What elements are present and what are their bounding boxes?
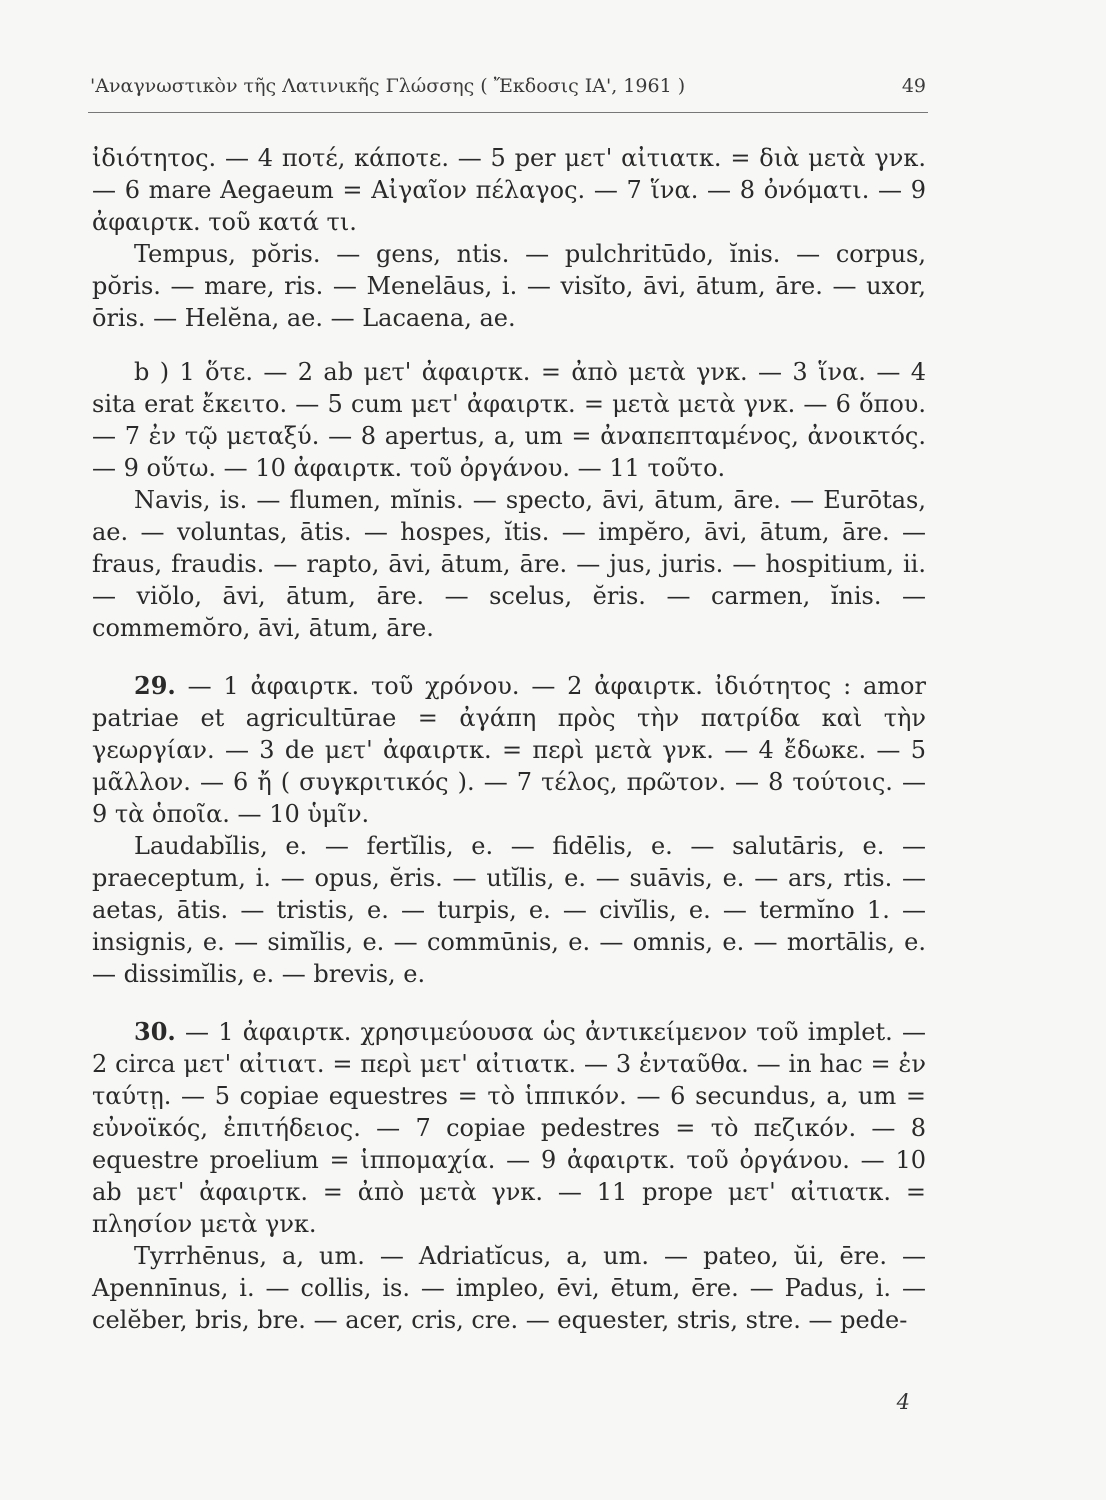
paragraph-section-29 (92, 670, 926, 830)
paragraph-vocab-list-1: Tempus, pŏris. — gens, ntis. — pulchritūdo, ĭnis. — corpus, pŏris. — mare, ris. — Menelāus, i. — visĭto, āvi, ātum, āre. — uxor, ōris. — Helĕna, ae. — Lacaena, ae. (92, 240, 926, 332)
paragraph-section-30 (92, 1016, 926, 1240)
running-header (90, 74, 926, 98)
paragraph-vocab-list-4: Tyrrhēnus, a, um. — Adriatĭcus, a, um. — pateo, ŭi, ēre. — Apennīnus, i. — collis, is. — impleo, ēvi, ētum, ēre. — Padus, i. — celĕber, bris, bre. — acer, cris, cre. — equester, stris, stre. — pede- (92, 1242, 926, 1334)
paragraph-vocab-list-3: Laudabĭlis, e. — fertĭlis, e. — fidēlis, e. — salutāris, e. — praeceptum, i. — opus, ĕris. — utĭlis, e. — suāvis, e. — ars, rtis. — aetas, ātis. — tristis, e. — turpis, e. — civĭlis, e. — termĭno 1. — insignis, e. — simĭlis, e. — commūnis, e. — omnis, e. — mortālis, e. — dissimĭlis, e. — brevis, e. (92, 832, 926, 988)
page-number: 49 (901, 75, 926, 97)
section-30-text: — 1 ἀφαιρτκ. χρησιμεύουσα ὡς ἀντικείμενον τοῦ implet. — 2 circa μετ' αἰτιατ. = περὶ μετ' αἰτιατκ. — 3 ἐνταῦθα. — in hac = ἐν ταύτῃ. — 5 copiae equestres = τὸ ἱππικόν. — 6 secundus, a, um = εὐνοϊκός, ἐπιτήδειος. — 7 copiae pedestres = τὸ πεζικόν. — 8 equestre proelium = ἱππομαχία. — 9 ἀφαιρτκ. τοῦ ὀργάνου. — 10 ab μετ' ἀφαιρτκ. = ἀπὸ μετὰ γνκ. — 11 prope μετ' αἰτιατκ. = πλησίον μετὰ γνκ. (92, 1018, 926, 1238)
book-title: 'Αναγνωστικὸν τῆς Λατινικῆς Γλώσσης ( Ἔκδοσις ΙΑ', 1961 ) (90, 75, 686, 97)
paragraph-vocab-list-2: Navis, is. — flumen, mĭnis. — specto, āvi, ātum, āre. — Eurōtas, ae. — voluntas, ātis. — hospes, ĭtis. — impĕro, āvi, ātum, āre. — fraus, fraudis. — rapto, āvi, ātum, āre. — jus, juris. — hospitium, ii. — viŏlo, āvi, ātum, āre. — scelus, ĕris. — carmen, ĭnis. — commemŏro, āvi, ātum, āre. (92, 486, 926, 642)
paragraph-notes-b: b ) 1 ὅτε. — 2 ab μετ' ἀφαιρτκ. = ἀπὸ μετὰ γνκ. — 3 ἵνα. — 4 sita erat ἔκειτο. — 5 cum μετ' ἀφαιρτκ. = μετὰ μετὰ γνκ. — 6 ὅπου. — 7 ἐν τῷ μεταξύ. — 8 apertus, a, um = ἀναπεπταμένος, ἀνοικτός. — 9 οὕτω. — 10 ἀφαιρτκ. τοῦ ὀργάνου. — 11 τοῦτο. (92, 358, 926, 482)
paragraph-vocab-notes-1: ἰδιότητος. — 4 ποτέ, κάποτε. — 5 per μετ' αἰτιατκ. = διὰ μετὰ γνκ. — 6 mare Aegaeum = Αἰγαῖον πέλαγος. — 7 ἵνα. — 8 ὀνόματι. — 9 ἀφαιρτκ. τοῦ κατά τι. (92, 144, 926, 236)
signature-mark: 4 (896, 1390, 910, 1414)
section-number-30: 30. (134, 1017, 176, 1046)
page-body (92, 142, 926, 1336)
section-number-29: 29. (134, 671, 176, 700)
header-rule (88, 112, 928, 113)
section-29-text: — 1 ἀφαιρτκ. τοῦ χρόνου. — 2 ἀφαιρτκ. ἰδιότητος : amor patriae et agricultūrae = ἀγάπη πρὸς τὴν πατρίδα καὶ τὴν γεωργίαν. — 3 de μετ' ἀφαιρτκ. = περὶ μετὰ γνκ. — 4 ἔδωκε. — 5 μᾶλλον. — 6 ἤ ( συγκριτικός ). — 7 τέλος, πρῶτον. — 8 τούτοις. — 9 τὰ ὁποῖα. — 10 ὑμῖν. (92, 672, 926, 828)
